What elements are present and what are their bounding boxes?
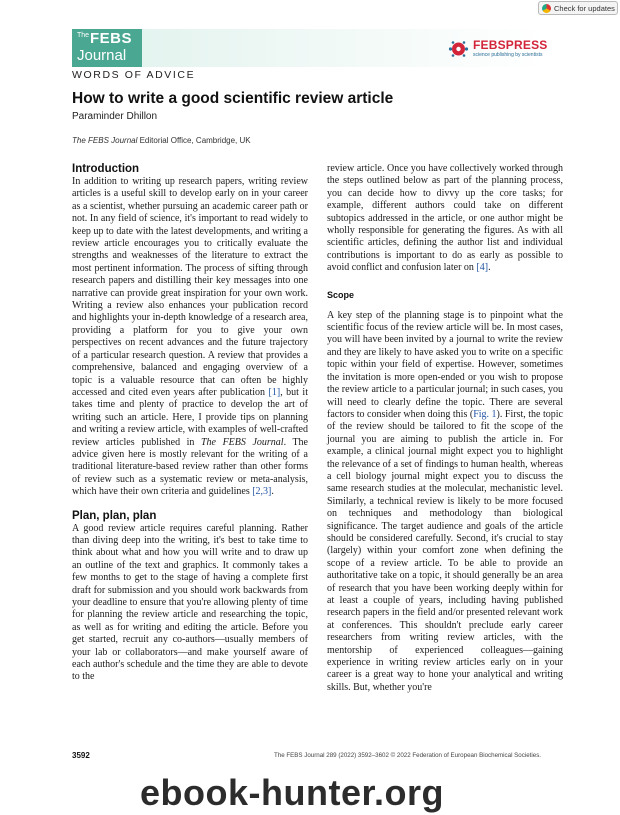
febs-press-name: FEBSPRESS <box>473 38 548 52</box>
reference-link-4[interactable]: [4] <box>476 262 489 274</box>
section-label: WORDS OF ADVICE <box>72 69 196 81</box>
citation-line: The FEBS Journal 289 (2022) 3592–3602 © 2022 Federation of European Biochemical Societies. <box>274 752 542 759</box>
febs-press-logo <box>448 36 558 62</box>
scope-paragraph: A key step of the planning stage is to pinpoint what the scientific focus of the review article will be. In most cases, you will have been invited by a journal to write the review and they are likely to have asked you to write on a specific topic within your field of expertise. However, sometimes the invitation is more open-ended or you wish to propose the review article to a particular journal; in such cases, you will need to clearly define the topic. There are several factors to consider when doing this (Fig. 1). First, the topic of the review should be tailored to fit the scope of the journal you are aiming to publish the article in. For example, a clinical journal might expect you to highlight the relevance of a set of findings to human health, whereas a cell biology journal might expect you to discuss the same research studies at the molecular, mechanistic level. Similarly, a technical review is likely to be more focused on techniques and methodology than biological significance. The target audience and goals of the article should be considered carefully. Second, it's crucial to stay (largely) within your comfort zone when defining the scope of a review article. To be able to provide an authoritative take on a topic, it should generally be an area of research that you have been working deeply within for at least a couple of years, including having published research papers in the field and/or presented relevant work at conferences. This shouldn't preclude early career researchers from writing review articles, with the mentorship of experienced colleagues—gaining experience in writing review articles early on in your career is a great way to hone your analytical and writing skills. But, whether you're <box>327 309 563 693</box>
plan-paragraph: A good review article requires careful planning. Rather than diving deep into the writing, it's best to take time to think about what and how you will write and to draw up an outline of the text and graphics. It commonly takes a few months to get to the stage of having a complete first draft for submission and you should work backwards from your deadline to ensure that you're allowing plenty of time for planning the review article and researching the topic, as well as for writing and editing the article. Before you get started, recruit any co-authors—usually members of your lab or collaborators—and make yourself aware of each author's schedule and the time they are able to devote to the <box>72 522 308 683</box>
logo-the: The <box>77 32 90 39</box>
febs-journal-logo <box>72 29 142 67</box>
logo-febs: FEBS <box>90 30 133 47</box>
article-title: How to write a good scientific review article <box>72 90 394 107</box>
plan-paragraph-continued: review article. Once you have collectively worked through the steps outlined below as part of the planning process, you can decide how to divvy up the core tasks; for example, different authors could take on different subtopics addressed in the article, or one author might be wholly responsible for generating the figures. As with all scientific articles, defining the author list and individual contributions is important to do as early as possible to avoid conflict and confusion later on [4]. <box>327 163 563 274</box>
affiliation-rest: Editorial Office, Cambridge, UK <box>137 136 251 145</box>
introduction-heading: Introduction <box>72 163 140 175</box>
left-column <box>72 162 308 684</box>
crossmark-icon <box>542 4 551 13</box>
introduction-paragraph: In addition to writing up research papers, writing review articles is a useful skill to develop early on in your career as a scientist, whether pursuing an academic career path or not. In any field of science, it's important to read widely to keep up to date with the latest developments, and writing a review article encourages you to critically evaluate the strengths and weaknesses of the literature to extract the most pertinent information. The process of sifting through research papers and distilling their key messages into one narrative can provide great inspiration for your own work. Writing a review also enhances your publication record and highlights your in-depth knowledge of a research area, providing a platform for you to give your own perspectives on recent advances and the future trajectory of a particular research question. A review that provides a comprehensive, balanced and engaging overview of a topic is a valuable resource that can often be highly accessed and cited even years after publication [1], but it takes time and plenty of practice to develop the art of writing such an article. Here, I provide tips on planning and writing a review article, with examples of well-crafted review articles published in The FEBS Journal. The advice given here is mostly relevant for the writing of a traditional literature-based review rather than other forms of review such as a systematic review or meta-analysis, which have their own criteria and guidelines [2,3]. <box>72 176 308 498</box>
affiliation-journal: The FEBS Journal <box>72 136 138 145</box>
author-affiliation <box>72 136 251 145</box>
figure-1-link[interactable]: Fig. 1 <box>473 408 497 420</box>
scope-heading: Scope <box>327 289 355 300</box>
journal-name-italic: The FEBS Journal <box>201 436 284 448</box>
febs-press-mark-icon <box>448 39 469 59</box>
reference-link-1[interactable]: [1] <box>268 386 281 398</box>
febs-press-tagline: science publishing by scientists <box>473 52 543 58</box>
page-number: 3592 <box>72 751 90 760</box>
author-name: Paraminder Dhillon <box>72 111 158 122</box>
check-for-updates-button[interactable] <box>538 1 618 15</box>
reference-link-2-3[interactable]: [2,3] <box>252 486 272 498</box>
check-for-updates-label: Check for updates <box>554 3 615 13</box>
watermark: ebook-hunter.org <box>140 772 444 813</box>
logo-journal: Journal <box>77 47 127 64</box>
right-column <box>327 163 563 694</box>
plan-heading: Plan, plan, plan <box>72 509 157 522</box>
